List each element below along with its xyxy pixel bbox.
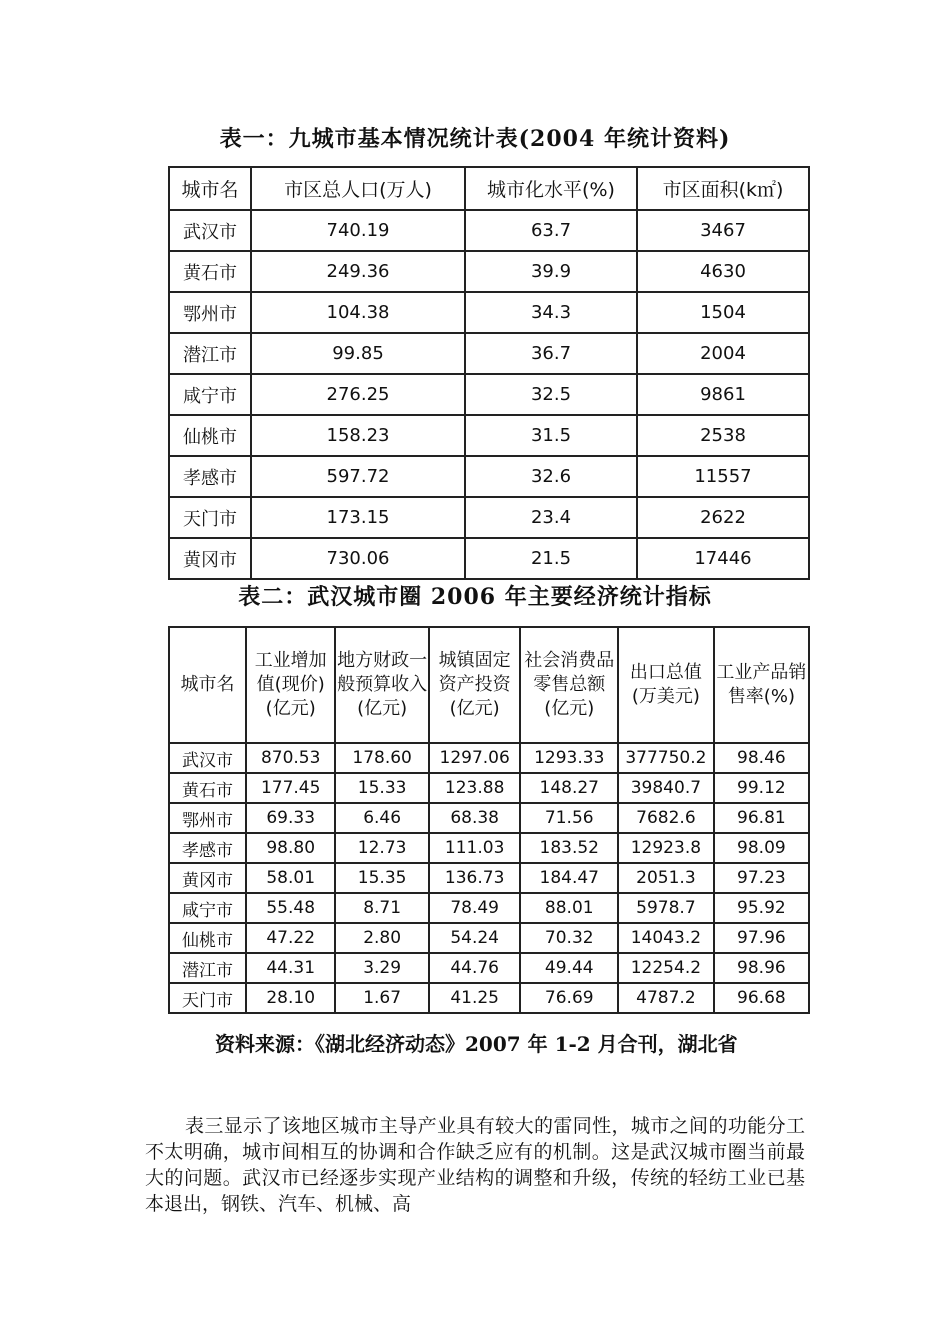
table-cell: 32.6 (465, 456, 637, 497)
table-header-row (169, 167, 809, 210)
table-cell: 88.01 (520, 893, 618, 923)
table-cell: 31.5 (465, 415, 637, 456)
table-cell: 96.68 (714, 983, 809, 1013)
column-header-sales-rate: 工业产品销售率(%) (714, 627, 809, 743)
table-cell: 173.15 (251, 497, 465, 538)
table-cell: 潜江市 (169, 333, 251, 374)
table-cell: 70.32 (520, 923, 618, 953)
table-cell: 44.76 (429, 953, 521, 983)
table-cell: 鄂州市 (169, 803, 246, 833)
table-cell: 21.5 (465, 538, 637, 579)
column-header-retail-sales: 社会消费品零售总额(亿元) (520, 627, 618, 743)
table-cell: 黄冈市 (169, 538, 251, 579)
table-cell: 95.92 (714, 893, 809, 923)
table-cell: 111.03 (429, 833, 521, 863)
table-row (169, 415, 809, 456)
table-cell: 黄石市 (169, 773, 246, 803)
table-row (169, 292, 809, 333)
table-cell: 2051.3 (618, 863, 714, 893)
table-cell: 11557 (637, 456, 809, 497)
table-cell: 99.85 (251, 333, 465, 374)
paragraph-text: 表三显示了该地区城市主导产业具有较大的雷同性，城市之间的功能分工不太明确，城市间相互的协调和合作缺乏应有的机制。这是武汉城市圈当前最大的问题。武汉市已经逐步实现产业结构的调整和升级，传统的轻纺工业已基本退出，钢铁、汽车、机械、高 (145, 1115, 805, 1215)
table-cell: 104.38 (251, 292, 465, 333)
table-cell: 7682.6 (618, 803, 714, 833)
table-cell: 8.71 (335, 893, 428, 923)
data-source-note: 资料来源：《湖北经济动态》2007 年 1-2 月合刊，湖北省 (215, 1032, 738, 1056)
table-row (169, 983, 809, 1013)
table-cell: 597.72 (251, 456, 465, 497)
column-header-area: 市区面积(k㎡) (637, 167, 809, 210)
table-cell: 15.33 (335, 773, 428, 803)
table-cell: 孝感市 (169, 456, 251, 497)
table-cell: 276.25 (251, 374, 465, 415)
table-row (169, 863, 809, 893)
table-cell: 36.7 (465, 333, 637, 374)
table-cell: 730.06 (251, 538, 465, 579)
table-cell: 天门市 (169, 497, 251, 538)
table-cell: 2538 (637, 415, 809, 456)
table-cell: 2004 (637, 333, 809, 374)
table-cell: 天门市 (169, 983, 246, 1013)
table-cell: 1297.06 (429, 743, 521, 773)
table-cell: 12923.8 (618, 833, 714, 863)
table-cell: 98.46 (714, 743, 809, 773)
table-cell: 76.69 (520, 983, 618, 1013)
table-cell: 潜江市 (169, 953, 246, 983)
table-cell: 99.12 (714, 773, 809, 803)
table-row (169, 923, 809, 953)
table-row (169, 893, 809, 923)
table1-title: 表一：九城市基本情况统计表(2004 年统计资料) (219, 126, 731, 152)
table-row (169, 803, 809, 833)
table-cell: 177.45 (246, 773, 335, 803)
column-header-population: 市区总人口(万人) (251, 167, 465, 210)
table-cell: 39840.7 (618, 773, 714, 803)
table-cell: 63.7 (465, 210, 637, 251)
table-cell: 54.24 (429, 923, 521, 953)
table-cell: 96.81 (714, 803, 809, 833)
table-cell: 58.01 (246, 863, 335, 893)
table-cell: 2.80 (335, 923, 428, 953)
column-header-fiscal-revenue: 地方财政一般预算收入(亿元) (335, 627, 428, 743)
column-header-fixed-investment: 城镇固定资产投资(亿元) (429, 627, 521, 743)
table-cell: 12254.2 (618, 953, 714, 983)
table-cell: 14043.2 (618, 923, 714, 953)
table-cell: 9861 (637, 374, 809, 415)
table-cell: 69.33 (246, 803, 335, 833)
column-header-urbanization: 城市化水平(%) (465, 167, 637, 210)
body-paragraph (145, 1113, 805, 1217)
table-row (169, 456, 809, 497)
table-cell: 183.52 (520, 833, 618, 863)
column-header-city: 城市名 (169, 167, 251, 210)
table-cell: 98.80 (246, 833, 335, 863)
table2-title: 表二：武汉城市圈 2006 年主要经济统计指标 (238, 584, 712, 610)
table-cell: 仙桃市 (169, 923, 246, 953)
table-cell: 123.88 (429, 773, 521, 803)
table-header-row (169, 627, 809, 743)
table-cell: 17446 (637, 538, 809, 579)
table-cell: 28.10 (246, 983, 335, 1013)
table-cell: 178.60 (335, 743, 428, 773)
table-cell: 41.25 (429, 983, 521, 1013)
table-cell: 2622 (637, 497, 809, 538)
table-cell: 870.53 (246, 743, 335, 773)
table-cell: 97.96 (714, 923, 809, 953)
table-cell: 5978.7 (618, 893, 714, 923)
economic-indicators-table (168, 626, 810, 1014)
table-cell: 55.48 (246, 893, 335, 923)
table-cell: 武汉市 (169, 743, 246, 773)
table-cell: 12.73 (335, 833, 428, 863)
table-cell: 咸宁市 (169, 374, 251, 415)
table-cell: 23.4 (465, 497, 637, 538)
table-row (169, 538, 809, 579)
table-row (169, 953, 809, 983)
table-cell: 1293.33 (520, 743, 618, 773)
table-cell: 98.96 (714, 953, 809, 983)
table-cell: 97.23 (714, 863, 809, 893)
table-row (169, 773, 809, 803)
table-cell: 158.23 (251, 415, 465, 456)
table-cell: 3.29 (335, 953, 428, 983)
table-cell: 377750.2 (618, 743, 714, 773)
table-cell: 6.46 (335, 803, 428, 833)
table-cell: 武汉市 (169, 210, 251, 251)
table-cell: 34.3 (465, 292, 637, 333)
table-row (169, 833, 809, 863)
table-cell: 249.36 (251, 251, 465, 292)
table-cell: 136.73 (429, 863, 521, 893)
table-cell: 1504 (637, 292, 809, 333)
table-cell: 98.09 (714, 833, 809, 863)
table-cell: 49.44 (520, 953, 618, 983)
table-row (169, 374, 809, 415)
table-cell: 47.22 (246, 923, 335, 953)
table-cell: 黄石市 (169, 251, 251, 292)
column-header-export-value: 出口总值(万美元) (618, 627, 714, 743)
table-cell: 15.35 (335, 863, 428, 893)
table-row (169, 497, 809, 538)
table-cell: 3467 (637, 210, 809, 251)
table-cell: 32.5 (465, 374, 637, 415)
table-row (169, 251, 809, 292)
table-cell: 4630 (637, 251, 809, 292)
table-row (169, 743, 809, 773)
table-cell: 148.27 (520, 773, 618, 803)
city-basic-stats-table (168, 166, 810, 580)
table-cell: 39.9 (465, 251, 637, 292)
column-header-city: 城市名 (169, 627, 246, 743)
table-cell: 68.38 (429, 803, 521, 833)
table-cell: 78.49 (429, 893, 521, 923)
table-cell: 4787.2 (618, 983, 714, 1013)
table-cell: 咸宁市 (169, 893, 246, 923)
table-cell: 740.19 (251, 210, 465, 251)
table-cell: 44.31 (246, 953, 335, 983)
table-cell: 184.47 (520, 863, 618, 893)
table-row (169, 210, 809, 251)
table-cell: 黄冈市 (169, 863, 246, 893)
table-cell: 鄂州市 (169, 292, 251, 333)
table-cell: 孝感市 (169, 833, 246, 863)
table-cell: 71.56 (520, 803, 618, 833)
table-cell: 1.67 (335, 983, 428, 1013)
column-header-industrial-value: 工业增加值(现价)(亿元) (246, 627, 335, 743)
table-cell: 仙桃市 (169, 415, 251, 456)
table-row (169, 333, 809, 374)
